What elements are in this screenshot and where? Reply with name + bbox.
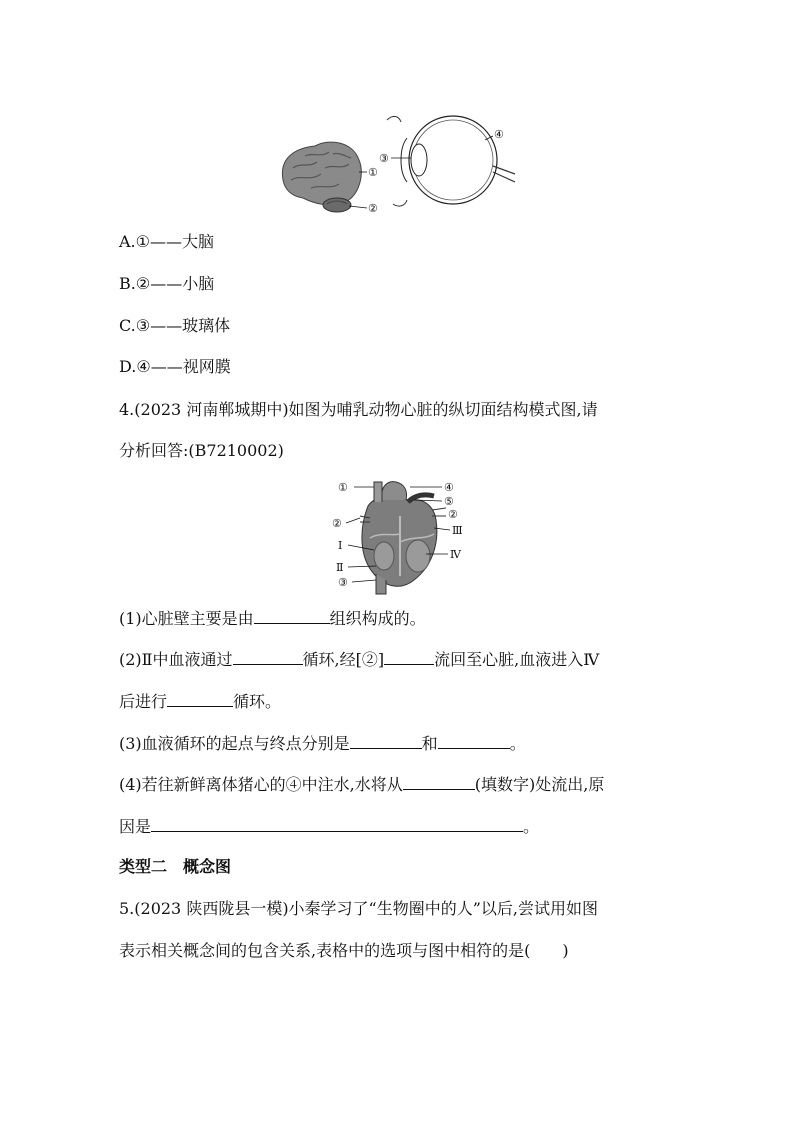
- heart-label-4: ④: [444, 481, 454, 494]
- q4-sub2: (2)Ⅱ中血液通过 循环,经[②] 流回至心脏,血液进入Ⅳ: [119, 650, 600, 669]
- brain-drawing: [282, 142, 361, 212]
- q4-sub4: (4)若往新鲜离体猪心的④中注水,水将从 (填数字)处流出,原: [119, 775, 605, 794]
- heart-label-I: Ⅰ: [338, 539, 343, 552]
- option-a: A.①——大脑: [119, 232, 214, 251]
- q4-sub2-blank3[interactable]: [167, 690, 233, 707]
- q4-sub3-blank1[interactable]: [350, 732, 422, 749]
- q4-sub2-blank1[interactable]: [233, 648, 303, 665]
- q4-sub3: (3)血液循环的起点与终点分别是 和 。: [119, 734, 526, 753]
- q4-sub2-cont: 后进行 循环。: [119, 692, 282, 711]
- brain-eye-figure: [275, 108, 525, 220]
- q4-sub4-blank2[interactable]: [151, 815, 523, 832]
- heart-label-2-right: ②: [448, 508, 458, 521]
- eye-label-4: ④: [494, 128, 504, 141]
- heart-label-1: ①: [338, 481, 348, 494]
- option-d: D.④——视网膜: [119, 357, 231, 376]
- q4-sub3-blank2[interactable]: [438, 732, 510, 749]
- q4-stem-line1: 4.(2023 河南郸城期中)如图为哺乳动物心脏的纵切面结构模式图,请: [119, 400, 598, 419]
- heart-drawing: [360, 482, 446, 594]
- q4-sub1-blank[interactable]: [254, 607, 330, 624]
- brain-label-2: ②: [368, 202, 378, 215]
- q4-sub1: (1)心脏壁主要是由 组织构成的。: [119, 609, 426, 628]
- option-b: B.②——小脑: [119, 274, 215, 293]
- eye-label-3: ③: [379, 152, 389, 165]
- heart-figure: [330, 476, 470, 596]
- q4-sub2-blank2[interactable]: [384, 648, 434, 665]
- q4-sub4-blank1[interactable]: [403, 773, 475, 790]
- option-c: C.③——玻璃体: [119, 316, 231, 335]
- q4-stem-line2: 分析回答:(B7210002): [119, 441, 284, 460]
- heart-label-2-left: ②: [332, 517, 342, 530]
- q5-stem-line2: 表示相关概念间的包含关系,表格中的选项与图中相符的是( ): [119, 941, 569, 960]
- heart-label-3: ③: [338, 576, 348, 589]
- heart-label-II: Ⅱ: [336, 561, 344, 574]
- heart-label-III: Ⅲ: [452, 524, 463, 537]
- heart-label-IV: Ⅳ: [450, 548, 461, 561]
- q5-stem-line1: 5.(2023 陕西陇县一模)小秦学习了“生物圈中的人”以后,尝试用如图: [119, 899, 599, 918]
- brain-label-1: ①: [368, 166, 378, 179]
- heart-label-5: ⑤: [444, 495, 454, 508]
- q4-sub4-cont: 因是 。: [119, 817, 540, 836]
- section-heading: 类型二 概念图: [119, 857, 232, 876]
